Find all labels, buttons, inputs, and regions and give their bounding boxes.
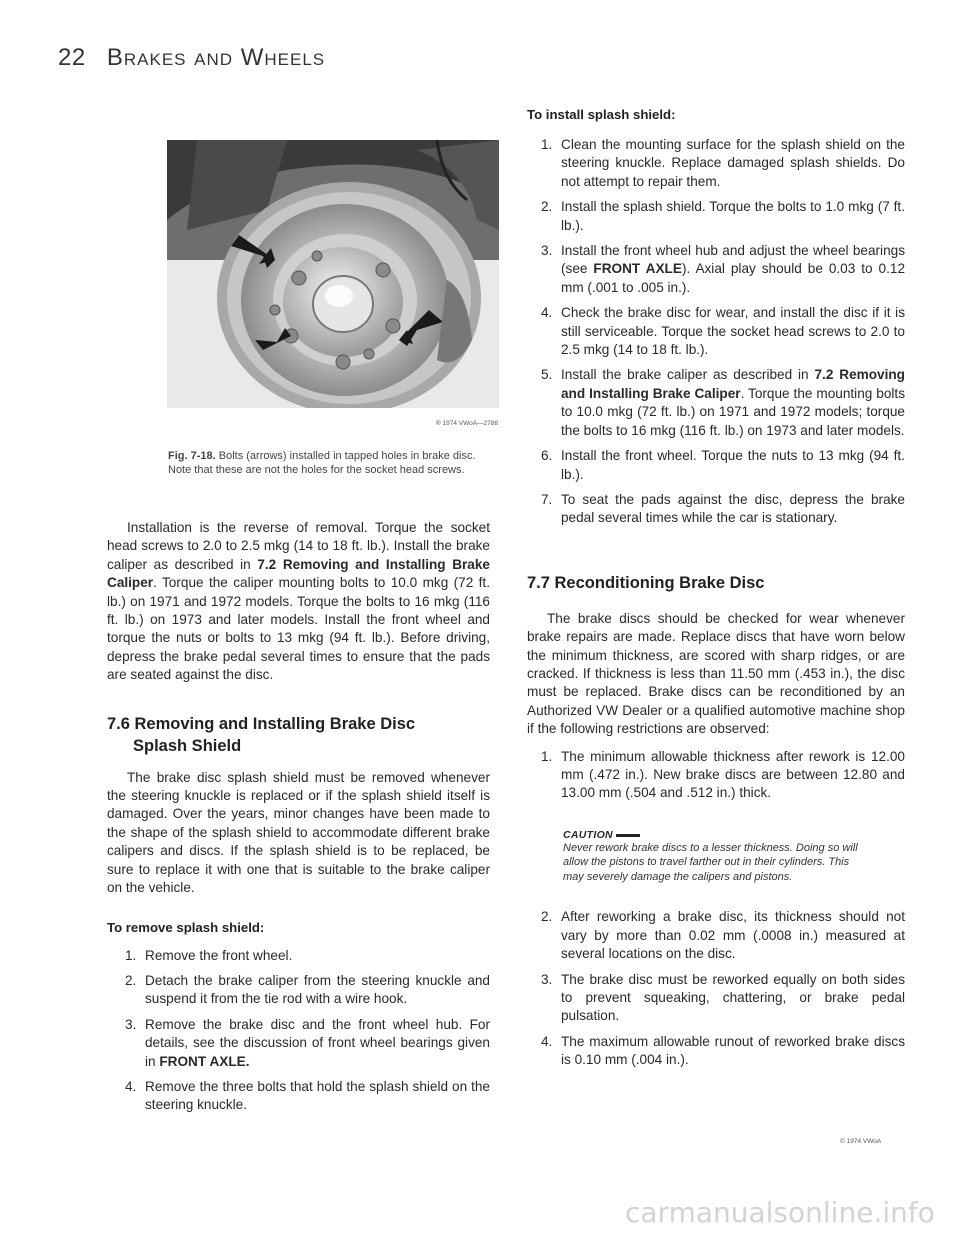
intro-paragraph: Installation is the reverse of removal. Torque the socket head screws to 2.0 to 2.5 mkg (14 to 18 ft. lb.). Install the brake caliper as described in 7.2 Removing and Installing Brake Caliper. Torque the caliper mounting bolts to 10.0 mkg (72 ft. lb.) on 1971 and 1972 models. Torque the bolts to 16 mkg (116 ft. lb.) on 1973 and later models. Install the front wheel and torque the nuts or bolts to 13 mkg (94 ft. lb.). Before driving, depress the brake pedal several times to ensure that the pads are seated against the disc. [107,520,490,683]
list-item: 6. Install the front wheel. Torque the nuts to 13 mkg (94 ft. lb.). [541,448,905,482]
page-credit: © 1974 VWoA [840,1138,882,1145]
list-item: 1. The minimum allowable thickness after rework is 12.00 mm (.472 in.). New brake discs are between 12.80 and 13.00 mm (.504 and .512 in.) thick. [541,748,905,801]
remove-splash-shield-heading: To remove splash shield: [107,919,265,935]
caution-box [527,829,863,885]
section-title: Brakes and Wheels [106,44,326,71]
list-item: 7. To seat the pads against the disc, depress the brake pedal several times while the car is stationary. [541,491,905,526]
section-heading-7-6: 7.6 Removing and Installing Brake Disc Splash Shield [107,714,416,755]
install-splash-shield-heading: To install splash shield: [527,107,676,122]
install-steps-list [527,136,905,528]
list-item: 3. Remove the brake disc and the front wheel hub. For details, see the discussion of front wheel bearings given in FRONT AXLE. [125,1016,490,1069]
section-7-7-paragraph: The brake discs should be checked for wear whenever brake repairs are made. Replace discs that have worn below the minimum thickness, are scored with sharp ridges, or are cracked. If thickness is less than 11.50 mm (.453 in.), the disc must be replaced. Brake discs can be reconditioned by an Authorized VW Dealer or a qualified automotive machine shop if the following restrictions are observed: [527,610,905,737]
list-item: 5. Install the brake caliper as described in 7.2 Removing and Installing Brake Caliper. Torque the mounting bolts to 10.0 mkg (72 ft. lb.) on 1971 and 1972 models; torque the bolts to 16 mkg (116 ft. lb.) on 1973 and later models. [541,367,905,438]
list-item: 2. Detach the brake caliper from the steering knuckle and suspend it from the tie rod with a wire hook. [125,972,490,1007]
figure-caption [168,449,490,477]
caution-title: CAUTION [563,829,863,841]
page-header [58,44,325,72]
figure-credit: ® 1974 VWoA—2788 [435,420,498,427]
list-item: 1. Clean the mounting surface for the splash shield on the steering knuckle. Replace damaged splash shields. Do not attempt to repair them. [541,137,905,189]
watermark: carmanualsonline.info [625,1196,935,1229]
recondition-steps-rest [527,908,905,1069]
list-item: 4. Remove the three bolts that hold the splash shield on the steering knuckle. [125,1078,490,1113]
section-7-6-paragraph: The brake disc splash shield must be removed whenever the steering knuckle is replaced or if the splash shield itself is damaged. Over the years, minor changes have been made to the shape of the splash shield to accommodate different brake calipers and discs. If the splash shield is to be replaced, be sure to replace it with one that is suitable to the brake caliper on the vehicle. [107,769,490,896]
right-column [527,107,905,1070]
recondition-steps-list [527,748,905,803]
list-item: 2. After reworking a brake disc, its thickness should not vary by more than 0.02 mm (.0008 in.) measured at several locations on the disc. [541,909,905,962]
list-item: 4. Check the brake disc for wear, and install the disc if it is still serviceable. Torque the socket head screws to 2.0 to 2.5 mkg (14 to 18 ft. lb.). [541,305,905,358]
figure-caption-text: Bolts (arrows) installed in tapped holes in brake disc. Note that these are not the holes for the socket head screws. [168,450,476,476]
intro-crossref: 7.2 Removing and Installing Brake Caliper [107,556,490,591]
list-item: 1. Remove the front wheel. [125,947,293,963]
page-number: 22 [58,44,86,71]
left-column [107,519,490,1115]
caution-text: Never rework brake discs to a lesser thickness. Doing so will allow the pistons to travel farther out in their cylinders. This may severely damage the calipers and pistons. [563,841,858,883]
figure-photo [167,140,499,408]
section-heading-7-7: 7.7 Reconditioning Brake Disc [527,573,765,592]
list-item: 2. Install the splash shield. Torque the bolts to 1.0 mkg (7 ft. lb.). [541,199,905,233]
list-item: 3. The brake disc must be reworked equally on both sides to prevent squeaking, chattering, or brake pedal pulsation. [541,971,905,1024]
list-item: 4. The maximum allowable runout of reworked brake discs is 0.10 mm (.004 in.). [541,1033,905,1068]
figure-label: Fig. 7-18. [168,450,216,462]
brake-disc-photo [167,140,499,408]
list-item: 3. Install the front wheel hub and adjust the wheel bearings (see FRONT AXLE). Axial play should be 0.03 to 0.12 mm (.001 to .005 in.). [541,243,905,295]
remove-steps-list [107,947,490,1115]
